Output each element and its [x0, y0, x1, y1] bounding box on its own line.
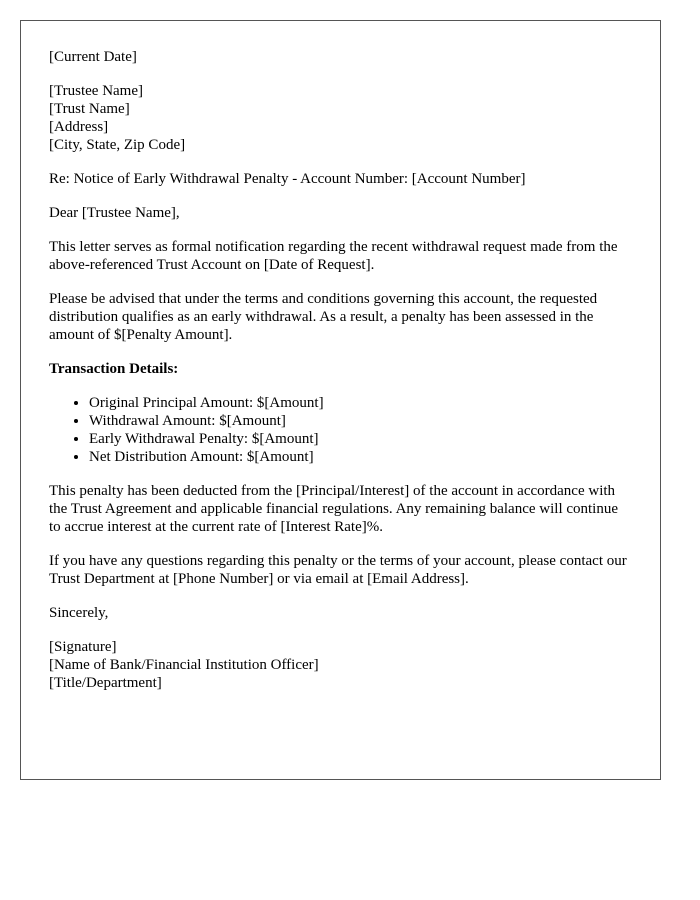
- recipient-trust: [Trust Name]: [49, 101, 130, 117]
- letter-page: [20, 20, 661, 780]
- signature-line: [Signature]: [49, 639, 117, 655]
- letter-date: [Current Date]: [49, 49, 137, 65]
- paragraph-notification: This letter serves as formal notification regarding the recent withdrawal request made from the above-referenced Trust Account on [Date of Request].: [49, 239, 618, 273]
- signatory-title: [Title/Department]: [49, 675, 162, 691]
- recipient-name: [Trustee Name]: [49, 83, 144, 99]
- signatory-name: [Name of Bank/Financial Institution Officer]: [49, 657, 319, 673]
- letter-subject: Re: Notice of Early Withdrawal Penalty - Account Number: [Account Number]: [49, 171, 526, 187]
- recipient-address-block: [49, 82, 632, 154]
- signature-block: [49, 638, 632, 692]
- detail-net-distribution: • Net Distribution Amount: $[Amount]: [89, 448, 632, 466]
- letter-closing: Sincerely,: [49, 605, 109, 621]
- detail-withdrawal-amount: • Withdrawal Amount: $[Amount]: [89, 412, 632, 430]
- transaction-details-heading: Transaction Details:: [49, 361, 179, 377]
- letter-salutation: Dear [Trustee Name],: [49, 205, 180, 221]
- detail-early-withdrawal-penalty: • Early Withdrawal Penalty: $[Amount]: [89, 430, 632, 448]
- paragraph-contact: If you have any questions regarding this penalty or the terms of your account, please contact our Trust Department at [Phone Number] or via email at [Email Address].: [49, 553, 627, 587]
- paragraph-deduction: This penalty has been deducted from the [Principal/Interest] of the account in accordance with the Trust Agreement and applicable financial regulations. Any remaining balance will continue to accrue interest at the current rate of [Interest Rate]%.: [49, 483, 619, 535]
- recipient-address: [Address]: [49, 119, 109, 135]
- detail-original-principal: • Original Principal Amount: $[Amount]: [89, 394, 632, 412]
- transaction-details-list: [49, 394, 632, 466]
- recipient-city-state-zip: [City, State, Zip Code]: [49, 137, 186, 153]
- paragraph-penalty: Please be advised that under the terms and conditions governing this account, the requested distribution qualifies as an early withdrawal. As a result, a penalty has been assessed in the amount of $[Penalty Amount].: [49, 291, 598, 343]
